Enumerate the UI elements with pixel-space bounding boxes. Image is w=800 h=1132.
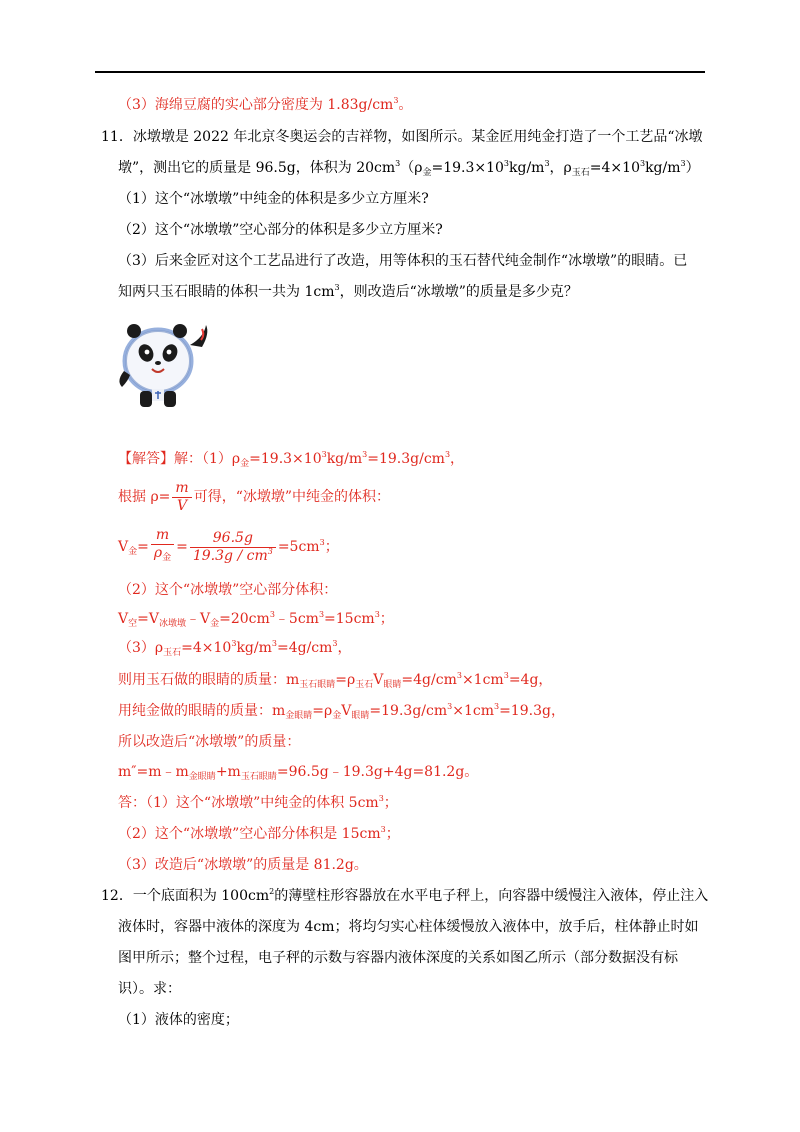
q11-part3: （3）后来金匠对这个工艺品进行了改造，用等体积的玉石替代纯金制作“冰墩墩”的眼睛。已: [118, 253, 688, 269]
answer-line11: 答：（1）这个“冰墩墩”中纯金的体积 $5cm^3$；: [118, 794, 398, 811]
q12-part1: （1）液体的密度；: [118, 1012, 239, 1028]
q12-line4: 识）。求：: [118, 981, 181, 997]
answer-line13: （3）改造后“冰墩墩”的质量是 81.2g。: [118, 857, 368, 873]
answer-line8: 用纯金做的眼睛的质量：$m_{金眼睛}=\rho_金V_{眼睛}=19.3g/cm^3\times 1cm^3=19.3g$，: [118, 702, 565, 721]
q12-line2: 液体时，容器中液体的深度为 4cm；将均匀实心柱体缓慢放入液体中，放手后，柱体静止时如: [118, 919, 699, 935]
q12-line1: 12．一个底面积为 $100cm^2$的薄壁柱形容器放在水平电子秤上，向容器中缓慢注入液体，停止注入: [101, 887, 709, 904]
answer-line1: 【解答】解：$(1)\rho_金=19.3\times 10^3kg/m^3=19.3g/cm^3$，: [118, 450, 465, 469]
answer-line7: 则用玉石做的眼睛的质量：$m_{玉石眼睛}=\rho_{玉石}V_{眼睛}=4g/cm^3\times 1cm^3=4g$，: [118, 671, 553, 690]
answer-line3: $V_金=$ $\frac{m}{\rho_金}$ = $\frac{96.5g}{19.3g / cm^3}$ $=5cm^3$；: [118, 527, 339, 564]
answer-line6: $(3)\rho_{玉石}=4\times 10^3kg/m^3=4g/cm^3$，: [118, 639, 352, 658]
q11-part1: （1）这个“冰墩墩”中纯金的体积是多少立方厘米?: [118, 191, 429, 207]
prev-answer-line: （3）海绵豆腐的实心部分密度为 $1.83g/cm^3$。: [118, 96, 413, 113]
answer-line9: 所以改造后“冰墩墩”的质量：: [118, 734, 301, 750]
answer-line10: $m''=m﹣m_{金眼睛}+m_{玉石眼睛}=96.5g﹣19.3g+4g=81.2g$。: [118, 764, 479, 782]
answer-line12: （2）这个“冰墩墩”空心部分体积是 $15cm^3$；: [118, 825, 400, 842]
q12-line3: 图甲所示；整个过程，电子秤的示数与容器内液体深度的关系如图乙所示（部分数据没有标: [118, 950, 678, 966]
header-rule: [95, 71, 705, 73]
answer-tag: 【解答】: [118, 451, 174, 467]
bing-dwen-dwen-mascot-image: [112, 315, 216, 417]
answer-line2: 根据 ρ= $\frac{m}{V}$ 可得，“冰墩墩”中纯金的体积：: [118, 479, 391, 514]
q11-line2: 墩”，测出它的质量是 96.5g，体积为 $20cm^3(\rho_金=19.3\times 10^3kg/m^3$，$\rho_{玉石}=4\times 10^3kg/m^3$）: [118, 159, 700, 178]
q11-part2: （2）这个“冰墩墩”空心部分的体积是多少立方厘米?: [118, 222, 443, 238]
answer-line5: $V_空=V_{冰墩墩}﹣V_金=20cm^3﹣5cm^3=15cm^3$；: [118, 610, 394, 629]
q11-part3-cont: 知两只玉石眼睛的体积一共为 $1cm^3$，则改造后“冰墩墩”的质量是多少克？: [118, 283, 578, 300]
answer-line4: （2）这个“冰墩墩”空心部分体积：: [118, 582, 338, 598]
q11-line1: 11．冰墩墩是 2022 年北京冬奥运会的吉祥物，如图所示。某金匠用纯金打造了一个工艺品“冰墩: [101, 129, 703, 145]
